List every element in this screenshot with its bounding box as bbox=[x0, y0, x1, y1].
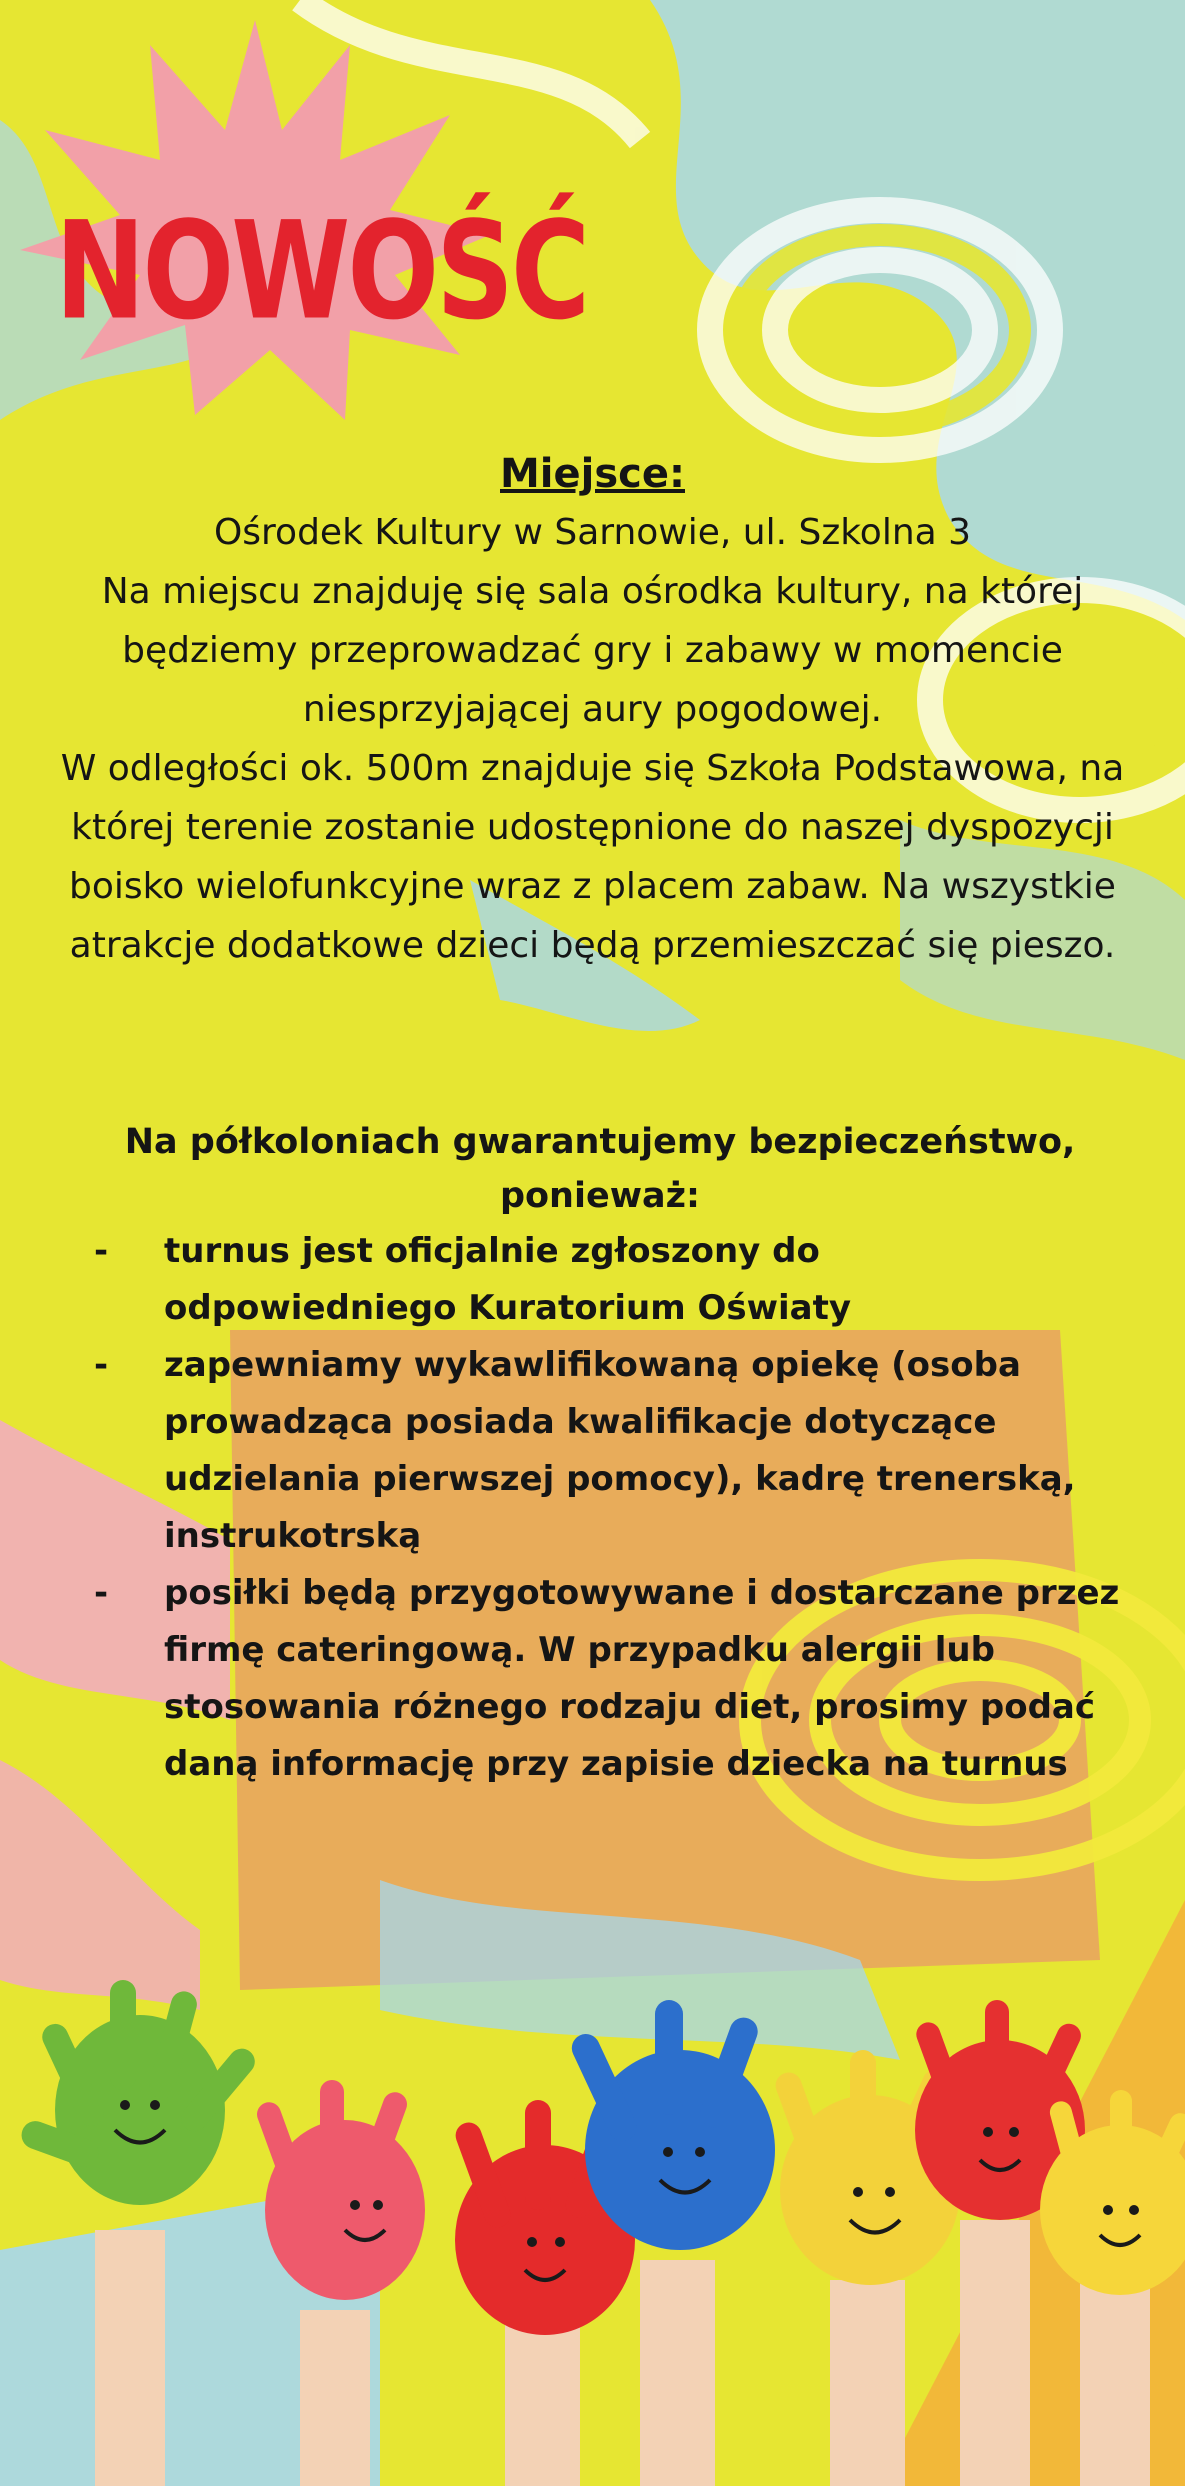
safety-item bbox=[80, 1337, 1120, 1565]
place-line: Na miejscu znajduję się sala ośrodka kultury, na której bbox=[101, 571, 1084, 612]
place-line: niesprzyjającej aury pogodowej. bbox=[302, 689, 883, 730]
safety-heading: Na półkoloniach gwarantujemy bezpieczeństwo, ponieważ: bbox=[124, 1122, 1076, 1216]
place-line: atrakcje dodatkowe dzieci będą przemieszczać się pieszo. bbox=[69, 925, 1116, 966]
place-section bbox=[15, 445, 1170, 975]
safety-section bbox=[80, 1115, 1120, 1793]
bullet-dash: - bbox=[94, 1231, 109, 1271]
place-line: będziemy przeprowadzać gry i zabawy w momencie bbox=[122, 630, 1063, 671]
safety-item-text: turnus jest oficjalnie zgłoszony do odpowiedniego Kuratorium Oświaty bbox=[164, 1231, 852, 1328]
place-line: boisko wielofunkcyjne wraz z placem zabaw. Na wszystkie bbox=[69, 866, 1116, 907]
bullet-dash: - bbox=[94, 1345, 109, 1385]
hand-icon bbox=[254, 2080, 425, 2486]
painted-hands-illustration bbox=[0, 1980, 1185, 2486]
bullet-dash: - bbox=[94, 1573, 109, 1613]
badge-title: NOWOŚĆ bbox=[55, 193, 588, 350]
safety-item bbox=[80, 1223, 1120, 1337]
place-address: Ośrodek Kultury w Sarnowie, ul. Szkolna 3 bbox=[213, 512, 972, 553]
place-line: której terenie zostanie udostępnione do naszej dyspozycji bbox=[71, 807, 1114, 848]
place-line: W odległości ok. 500m znajduje się Szkoła Podstawowa, na bbox=[60, 748, 1125, 789]
safety-item-text: zapewniamy wykawlifikowaną opiekę (osoba prowadząca posiada kwalifikacje dotyczące udzielania pierwszej pomocy), kadrę trenerską, instrukotrską bbox=[164, 1345, 1076, 1556]
hand-icon bbox=[18, 1980, 260, 2486]
safety-item-text: posiłki będą przygotowywane i dostarczane przez firmę cateringową. W przypadku alergii lub stosowania różnego rodzaju diet, prosimy podać daną informację przy zapisie dziecka na turnus bbox=[164, 1573, 1120, 1784]
hand-icon bbox=[1040, 2090, 1185, 2486]
safety-item bbox=[80, 1565, 1120, 1793]
place-heading: Miejsce: bbox=[500, 451, 685, 497]
